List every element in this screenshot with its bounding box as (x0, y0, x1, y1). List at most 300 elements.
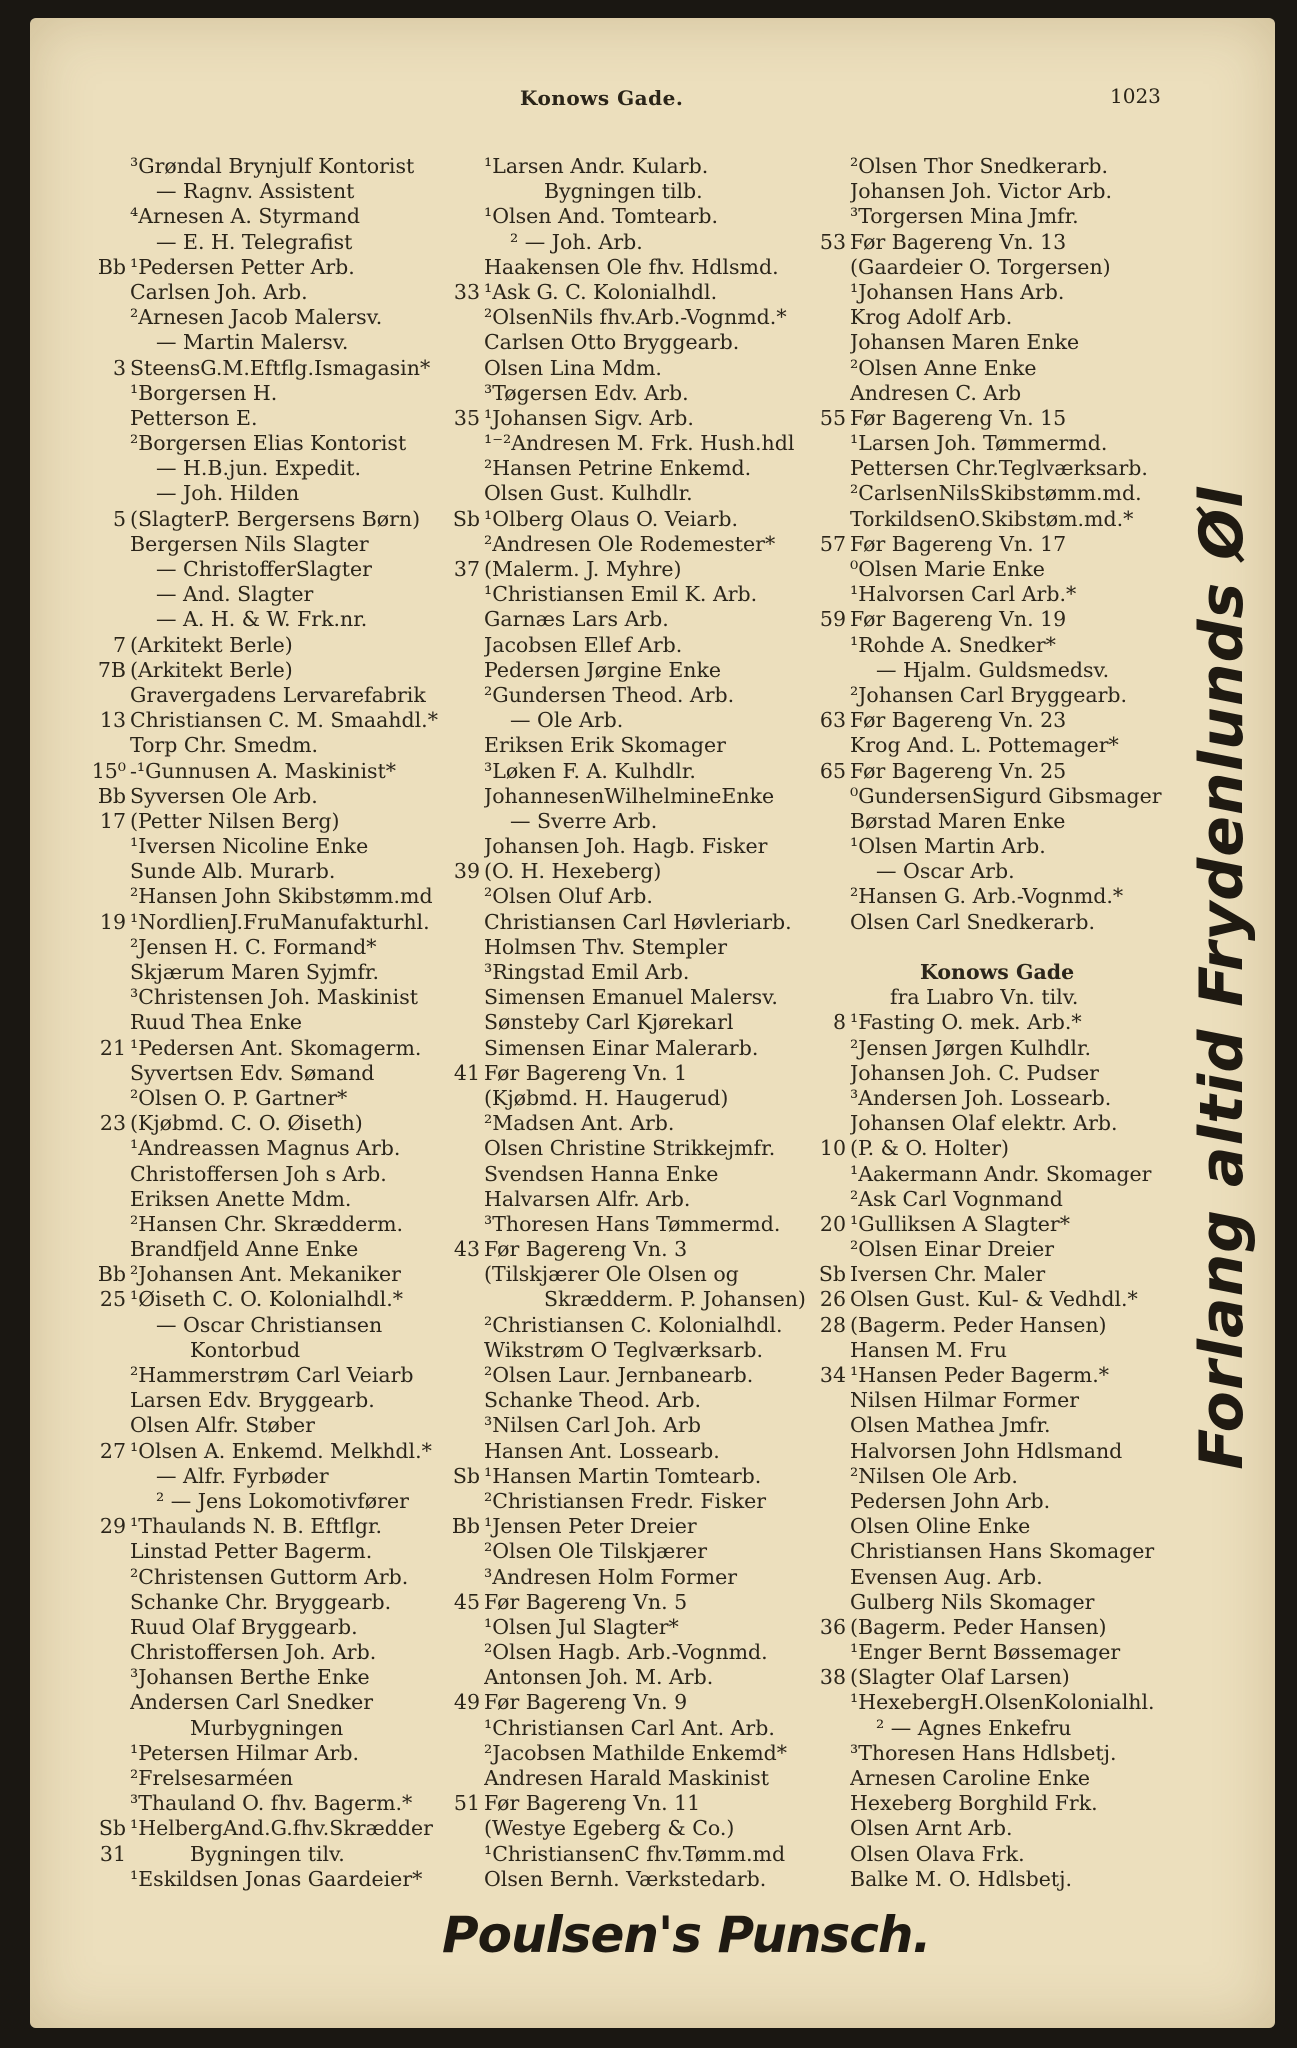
house-number (86, 683, 130, 708)
resident-text: Olsen Alfr. Støber (130, 1413, 315, 1438)
resident-text: Petterson E. (130, 405, 258, 430)
resident-text: — ChristofferSlagter (156, 557, 372, 581)
resident-text: (Bagerm. Peder Hansen) (850, 1312, 1107, 1337)
house-number (440, 431, 484, 456)
house-number (440, 1338, 484, 1363)
directory-entry (806, 1262, 1170, 1287)
directory-entry (806, 305, 1170, 330)
house-number (806, 1842, 850, 1867)
directory-entry (440, 305, 810, 330)
directory-entry (440, 834, 810, 859)
directory-entry (806, 406, 1170, 431)
house-number (86, 431, 130, 456)
house-number (440, 1036, 484, 1061)
directory-entry (86, 985, 441, 1010)
resident-text: Christiansen C. M. Smaahdl.* (130, 708, 438, 733)
directory-entry (86, 230, 441, 255)
resident-text: ¹Olsen Martin Arb. (850, 834, 1046, 859)
house-number (86, 1388, 130, 1413)
house-number: 33 (453, 279, 480, 304)
house-number (806, 1539, 850, 1564)
directory-entry (806, 1489, 1170, 1514)
directory-entry (440, 1162, 810, 1187)
directory-entry (806, 204, 1170, 229)
house-number (86, 1338, 130, 1363)
resident-text: ¹Olsen A. Enkemd. Melkhdl.* (130, 1438, 432, 1463)
resident-text: ¹Ask G. C. Kolonialhdl. (484, 279, 718, 304)
directory-entry (440, 1010, 810, 1035)
directory-entry (440, 1237, 810, 1262)
directory-entry (440, 1565, 810, 1590)
directory-entry (440, 1413, 810, 1438)
directory-entry (440, 456, 810, 481)
resident-text: Carlsen Otto Bryggearb. (484, 330, 740, 355)
resident-text: ¹Christiansen Carl Ant. Arb. (484, 1715, 775, 1740)
directory-page (30, 18, 1275, 2028)
directory-entry (806, 1690, 1170, 1715)
house-number (440, 381, 484, 406)
house-number (86, 1665, 130, 1690)
directory-entry (86, 305, 441, 330)
resident-text: ²Olsen Hagb. Arb.-Vognmd. (484, 1640, 768, 1665)
resident-text: Olsen Mathea Jmfr. (850, 1413, 1051, 1438)
house-number: 53 (819, 229, 846, 254)
house-number (86, 280, 130, 305)
house-number (806, 154, 850, 179)
resident-text: ¹Johansen Hans Arb. (850, 279, 1065, 304)
house-number (86, 1061, 130, 1086)
directory-entry (86, 1665, 441, 1690)
resident-text: ³Christensen Joh. Maskinist (130, 985, 418, 1010)
directory-entry (86, 607, 441, 632)
resident-text: ³Løken F. A. Kulhdlr. (484, 758, 696, 783)
resident-text: ² — Agnes Enkefru (876, 1715, 1072, 1740)
directory-entry (86, 431, 441, 456)
directory-entry (86, 1187, 441, 1212)
house-number (86, 305, 130, 330)
house-number (806, 1388, 850, 1413)
house-number (440, 1136, 484, 1161)
house-number: 57 (819, 531, 846, 556)
house-number: 38 (819, 1665, 846, 1690)
directory-entry (806, 1716, 1170, 1741)
resident-text: ¹⁻²Andresen M. Frk. Hush.hdl (484, 431, 795, 456)
house-number (86, 1565, 130, 1590)
resident-text: Olsen Lina Mdm. (484, 355, 662, 380)
house-number (806, 1237, 850, 1262)
house-number: 10 (819, 1136, 846, 1161)
house-number (86, 204, 130, 229)
house-number (440, 935, 484, 960)
house-number (86, 1766, 130, 1791)
resident-text: Før Bagereng Vn. 23 (850, 708, 1067, 733)
house-number: 7 (112, 632, 126, 657)
directory-entry (806, 230, 1170, 255)
directory-entry (86, 784, 441, 809)
directory-entry (806, 1036, 1170, 1061)
house-number: 36 (819, 1614, 846, 1639)
resident-text: ¹Christiansen Emil K. Arb. (484, 582, 758, 607)
directory-entry (440, 557, 810, 582)
house-number: 3 (112, 355, 126, 380)
house-number (806, 859, 850, 884)
resident-text: Simensen Emanuel Malersv. (484, 985, 778, 1010)
house-number (86, 330, 130, 355)
directory-entry (806, 733, 1170, 758)
directory-entry (86, 1313, 441, 1338)
house-number (440, 1766, 484, 1791)
house-number (440, 985, 484, 1010)
resident-text: Jacobsen Ellef Arb. (484, 632, 683, 657)
resident-text: ¹Eskildsen Jonas Gaardeier* (130, 1866, 423, 1891)
house-number (86, 1086, 130, 1111)
resident-text: — Ragnv. Assistent (156, 179, 355, 204)
resident-text: Gulberg Nils Skomager (850, 1589, 1095, 1614)
resident-text: TorkildsenO.Skibstøm.md.* (850, 506, 1134, 531)
resident-text: — H.B.jun. Expedit. (156, 456, 361, 481)
directory-entry (806, 910, 1170, 935)
house-number (806, 431, 850, 456)
directory-entry (806, 1816, 1170, 1841)
directory-entry (806, 1791, 1170, 1816)
resident-text: (SlagterP. Bergersens Børn) (130, 506, 421, 531)
resident-text: ³Johansen Berthe Enke (130, 1665, 370, 1690)
directory-entry (806, 431, 1170, 456)
resident-text: ²Hansen John Skibstømm.md (130, 884, 433, 909)
directory-entry (806, 1061, 1170, 1086)
resident-text: ²Olsen Thor Snedkerarb. (850, 154, 1109, 178)
house-number (440, 154, 484, 179)
directory-entry (440, 1665, 810, 1690)
house-number (806, 1690, 850, 1715)
directory-entry (86, 910, 441, 935)
resident-text: ²Andresen Ole Rodemester* (484, 531, 776, 556)
resident-text: ²Olsen O. P. Gartner* (130, 1085, 348, 1110)
house-number (806, 1162, 850, 1187)
directory-entry (806, 1187, 1170, 1212)
house-number (440, 759, 484, 784)
directory-entry (86, 1514, 441, 1539)
house-number: 55 (819, 405, 846, 430)
resident-text: Larsen Edv. Bryggearb. (130, 1388, 375, 1413)
house-number (440, 1439, 484, 1464)
resident-text: Murbygningen (190, 1715, 344, 1740)
directory-entry (440, 1842, 810, 1867)
directory-entry (86, 557, 441, 582)
house-number (440, 809, 484, 834)
resident-text: — Ole Arb. (510, 708, 624, 733)
directory-entry (806, 330, 1170, 355)
house-number (440, 1615, 484, 1640)
resident-text: Før Bagereng Vn. 3 (484, 1237, 688, 1262)
resident-text: ²Olsen Einar Dreier (850, 1237, 1055, 1262)
house-number (806, 481, 850, 506)
directory-entry (86, 280, 441, 305)
directory-entry (440, 1363, 810, 1388)
directory-entry (440, 1867, 810, 1892)
directory-entry (806, 1439, 1170, 1464)
house-number (806, 1464, 850, 1489)
house-number: 39 (453, 859, 480, 884)
directory-entry (86, 1791, 441, 1816)
house-number (440, 834, 484, 859)
resident-text: — Hjalm. Guldsmedsv. (876, 657, 1110, 682)
resident-text: ²Olsen Laur. Jernbanearb. (484, 1363, 754, 1387)
resident-text: — Sverre Arb. (510, 808, 658, 833)
directory-entry (86, 154, 441, 179)
directory-entry (86, 1766, 441, 1791)
directory-entry (86, 658, 441, 683)
resident-text: Johansen Joh. C. Pudser (850, 1060, 1099, 1085)
directory-entry (86, 1162, 441, 1187)
directory-entry (806, 481, 1170, 506)
house-number (86, 1413, 130, 1438)
directory-entry (806, 658, 1170, 683)
resident-text: ² — Joh. Arb. (510, 229, 643, 254)
directory-entry (440, 532, 810, 557)
directory-entry (440, 859, 810, 884)
directory-entry (86, 1565, 441, 1590)
house-number (86, 230, 130, 255)
directory-entry (440, 1086, 810, 1111)
resident-text: Holmsen Thv. Stempler (484, 934, 728, 959)
resident-text: (Petter Nilsen Berg) (130, 808, 340, 833)
house-number (86, 179, 130, 204)
directory-entry (440, 406, 810, 431)
resident-text: Pedersen Jørgine Enke (484, 657, 722, 682)
directory-entry (86, 708, 441, 733)
resident-text: (Bagerm. Peder Hansen) (850, 1614, 1107, 1639)
house-number (806, 1338, 850, 1363)
resident-text: (Malerm. J. Myhre) (484, 557, 682, 581)
house-number (440, 1313, 484, 1338)
directory-entry (440, 280, 810, 305)
resident-text: ¹Øiseth C. O. Kolonialhdl.* (130, 1287, 404, 1312)
house-number (806, 356, 850, 381)
resident-text: ²Johansen Ant. Mekaniker (130, 1262, 401, 1287)
directory-entry (440, 1640, 810, 1665)
directory-entry (86, 759, 441, 784)
directory-entry (440, 658, 810, 683)
house-number: 49 (453, 1690, 480, 1715)
directory-entry (86, 582, 441, 607)
house-number (806, 683, 850, 708)
resident-text: ²CarlsenNilsSkibstømm.md. (850, 481, 1142, 506)
house-number (806, 1791, 850, 1816)
resident-text: ¹Jensen Peter Dreier (484, 1514, 697, 1539)
resident-text: Halvorsen John Hdlsmand (850, 1438, 1123, 1463)
directory-entry (86, 1262, 441, 1287)
resident-text: Hansen M. Fru (850, 1337, 1007, 1362)
house-number (86, 1010, 130, 1035)
directory-entry (86, 1212, 441, 1237)
resident-text: Johansen Joh. Victor Arb. (850, 179, 1112, 204)
resident-text: ²Hansen G. Arb.-Vognmd.* (850, 884, 1124, 909)
resident-text: ¹Halvorsen Carl Arb.* (850, 582, 1077, 607)
resident-text: Christiansen Hans Skomager (850, 1539, 1155, 1564)
resident-text: Andresen C. Arb (850, 380, 1022, 405)
directory-entry (806, 1212, 1170, 1237)
house-number (86, 834, 130, 859)
resident-text: — E. H. Telegrafist (156, 229, 353, 254)
resident-text: ²Hansen Petrine Enkemd. (484, 456, 752, 481)
directory-entry (440, 507, 810, 532)
resident-text: ³Tøgersen Edv. Arb. (484, 380, 689, 405)
directory-entry (440, 1690, 810, 1715)
resident-text: ² — Jens Lokomotivfører (156, 1488, 409, 1513)
resident-text: ¹Aakermann Andr. Skomager (850, 1161, 1152, 1186)
resident-text: Christoffersen Joh. Arb. (130, 1640, 377, 1665)
resident-text: (Arkitekt Berle) (130, 632, 293, 657)
resident-text: ¹Enger Bernt Bøssemager (850, 1640, 1121, 1665)
house-number (440, 1413, 484, 1438)
resident-text: — Joh. Hilden (156, 481, 300, 506)
house-number: 43 (453, 1237, 480, 1262)
directory-entry (440, 733, 810, 758)
resident-text: Konows Gade (920, 960, 1075, 984)
directory-entry (440, 356, 810, 381)
house-number (806, 305, 850, 330)
directory-entry (806, 884, 1170, 909)
house-number (440, 1262, 484, 1287)
house-number (806, 985, 850, 1010)
directory-entry (806, 1086, 1170, 1111)
directory-entry (440, 230, 810, 255)
house-number (806, 1061, 850, 1086)
directory-entry (440, 154, 810, 179)
resident-text: Olsen Oline Enke (850, 1514, 1031, 1539)
house-number: Bb (451, 1514, 480, 1539)
directory-entry (806, 633, 1170, 658)
directory-entry (806, 356, 1170, 381)
directory-entry (440, 1539, 810, 1564)
house-number: 17 (99, 808, 126, 833)
directory-entry (440, 1111, 810, 1136)
resident-text: Hexeberg Borghild Frk. (850, 1791, 1098, 1816)
directory-entry (806, 1287, 1170, 1312)
directory-entry (86, 406, 441, 431)
directory-entry (440, 1489, 810, 1514)
directory-entry (806, 456, 1170, 481)
resident-text: ²Jensen H. C. Formand* (130, 934, 377, 959)
directory-entry (806, 1363, 1170, 1388)
resident-text: Sunde Alb. Murarb. (130, 859, 336, 884)
house-number: 7B (97, 657, 126, 682)
directory-entry (806, 1010, 1170, 1035)
directory-entry (86, 1061, 441, 1086)
directory-entry (806, 1539, 1170, 1564)
resident-text: (Kjøbmd. H. Haugerud) (484, 1085, 729, 1110)
resident-text: Pedersen John Arb. (850, 1488, 1051, 1513)
directory-entry (86, 859, 441, 884)
side-advertisement: Forlang altid Frydenlunds Øl (1187, 486, 1257, 1470)
directory-entry (86, 330, 441, 355)
directory-entry (86, 1539, 441, 1564)
resident-text: Iversen Chr. Maler (850, 1262, 1046, 1287)
directory-entry (86, 683, 441, 708)
directory-entry (806, 255, 1170, 280)
resident-text: -¹Gunnusen A. Maskinist* (130, 758, 397, 783)
directory-entry (86, 1716, 441, 1741)
house-number (86, 733, 130, 758)
house-number (806, 733, 850, 758)
resident-text: ³Grøndal Brynjulf Kontorist (130, 154, 415, 178)
house-number (440, 1741, 484, 1766)
directory-entry (86, 884, 441, 909)
directory-entry (440, 683, 810, 708)
resident-text: ¹Larsen Andr. Kularb. (484, 154, 709, 178)
directory-entry (440, 633, 810, 658)
house-number (440, 456, 484, 481)
resident-text: Sønsteby Carl Kjørekarl (484, 1010, 734, 1035)
resident-text: — Martin Malersv. (156, 330, 349, 355)
directory-entry (806, 1842, 1170, 1867)
directory-entry (86, 1036, 441, 1061)
directory-entry (86, 1136, 441, 1161)
house-number (806, 1187, 850, 1212)
directory-entry (86, 1413, 441, 1438)
directory-entry (806, 1665, 1170, 1690)
resident-text: ²Madsen Ant. Arb. (484, 1111, 675, 1136)
house-number: Sb (452, 506, 480, 531)
house-number (806, 1111, 850, 1136)
directory-entry (440, 1766, 810, 1791)
house-number: 26 (819, 1287, 846, 1312)
resident-text: ¹Pedersen Petter Arb. (130, 254, 355, 279)
directory-entry (440, 809, 810, 834)
directory-entry (86, 1010, 441, 1035)
house-number (86, 557, 130, 582)
resident-text: Eriksen Erik Skomager (484, 733, 726, 758)
resident-text: ¹NordlienJ.FruManufakturhl. (130, 909, 430, 934)
resident-text: Før Bagereng Vn. 5 (484, 1589, 688, 1614)
directory-entry (806, 985, 1170, 1010)
house-number: Bb (97, 254, 126, 279)
resident-text: SteensG.M.Eftflg.Ismagasin* (130, 355, 431, 380)
directory-entry (806, 1388, 1170, 1413)
house-number (440, 884, 484, 909)
directory-entry (440, 1514, 810, 1539)
resident-text: — Oscar Arb. (876, 859, 1015, 884)
house-number: 20 (819, 1211, 846, 1236)
directory-entry (806, 179, 1170, 204)
house-number: 45 (453, 1589, 480, 1614)
resident-text: ¹Gulliksen A Slagter* (850, 1211, 1070, 1236)
house-number: 51 (453, 1791, 480, 1816)
directory-entry (806, 381, 1170, 406)
house-number (440, 582, 484, 607)
bottom-advertisement: Poulsen's Punsch. (442, 1906, 931, 1964)
house-number (440, 1716, 484, 1741)
directory-entry (86, 633, 441, 658)
house-number (86, 481, 130, 506)
resident-text: Skjærum Maren Syjmfr. (130, 960, 379, 984)
directory-entry (86, 1111, 441, 1136)
resident-text: ¹Olberg Olaus O. Veiarb. (484, 506, 739, 531)
house-number (806, 834, 850, 859)
resident-text: — Oscar Christiansen (156, 1312, 383, 1337)
house-number (86, 456, 130, 481)
directory-entry (86, 1816, 441, 1841)
directory-entry (806, 1464, 1170, 1489)
resident-text: — A. H. & W. Frk.nr. (156, 607, 368, 632)
house-number: 19 (99, 909, 126, 934)
directory-entry (806, 582, 1170, 607)
directory-entry (806, 683, 1170, 708)
house-number (440, 1162, 484, 1187)
house-number (86, 1615, 130, 1640)
house-number (806, 1489, 850, 1514)
